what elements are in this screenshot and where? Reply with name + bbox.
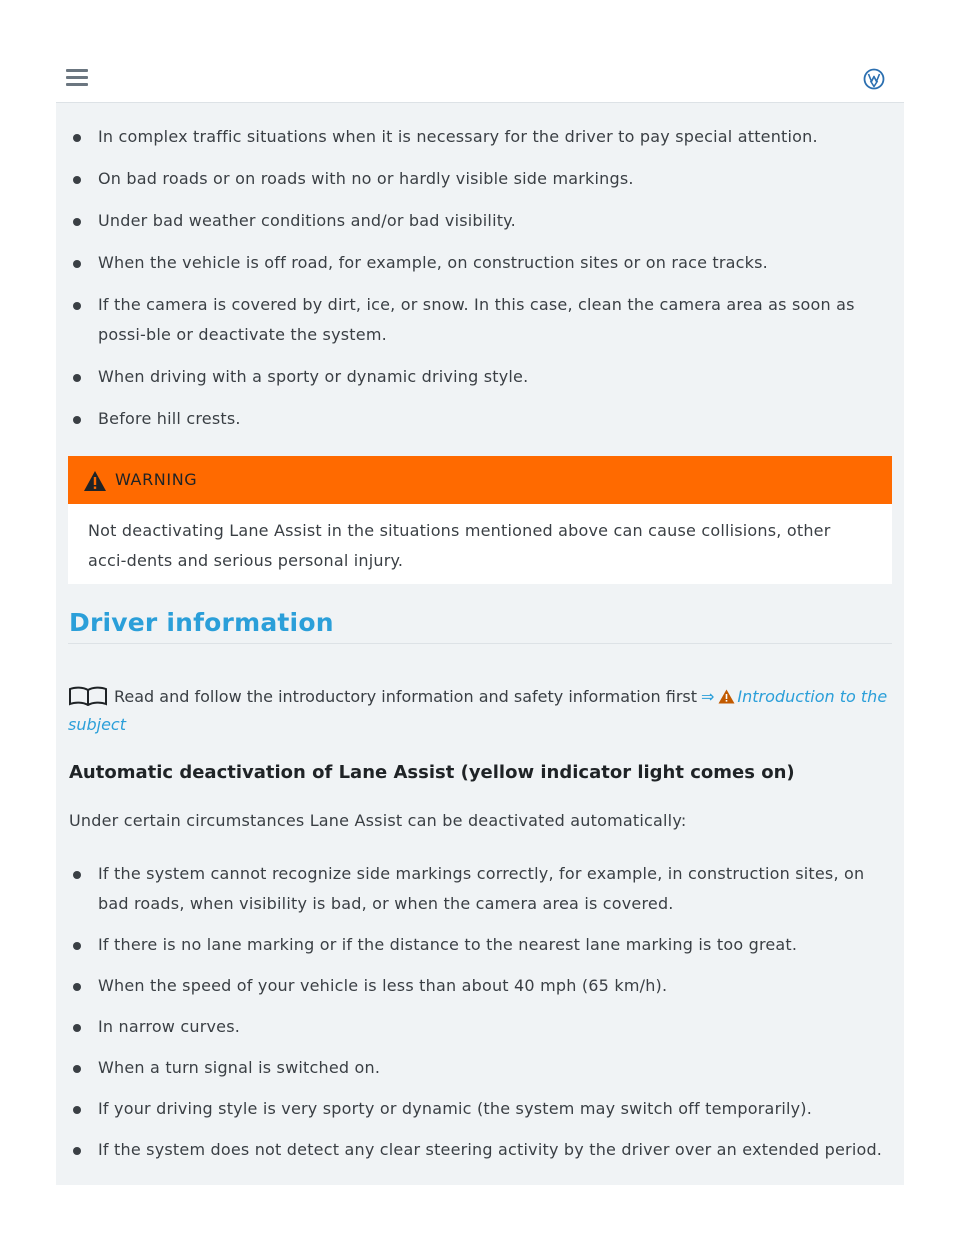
link-arrow: ⇒: [701, 687, 715, 706]
intro-text: Read and follow the introductory information and safety information first: [114, 687, 698, 706]
list-item: If the camera is covered by dirt, ice, or snow. In this case, clean the camera area as soon as possi-ble or deactivate the system.: [56, 290, 886, 350]
list-item: If the system does not detect any clear steering activity by the driver over an extended period.: [56, 1135, 886, 1165]
intro-note: [68, 683, 892, 739]
subheading: Automatic deactivation of Lane Assist (yellow indicator light comes on): [69, 762, 795, 783]
top-bar: [56, 58, 904, 103]
section-title: Driver information: [69, 608, 334, 637]
warning-box: [68, 456, 892, 584]
list-item: Before hill crests.: [56, 404, 886, 434]
section-divider: [68, 643, 892, 644]
warning-title: WARNING: [115, 470, 198, 489]
warning-header: [68, 456, 892, 504]
list-item: When a turn signal is switched on.: [56, 1053, 886, 1083]
open-book-icon: [68, 686, 108, 706]
list-item: On bad roads or on roads with no or hardly visible side markings.: [56, 164, 886, 194]
list-item: Under bad weather conditions and/or bad visibility.: [56, 206, 886, 236]
warning-triangle-icon: [83, 470, 107, 492]
list-item: When driving with a sporty or dynamic driving style.: [56, 362, 886, 392]
list-item: When the vehicle is off road, for example, on construction sites or on race tracks.: [56, 248, 886, 278]
bullet-list-deactivation: [56, 859, 886, 1176]
vw-logo-icon[interactable]: [863, 68, 885, 90]
list-item: In narrow curves.: [56, 1012, 886, 1042]
bullet-list-situations: [56, 122, 886, 446]
list-item: In complex traffic situations when it is necessary for the driver to pay special attention.: [56, 122, 886, 152]
lead-text: Under certain circumstances Lane Assist can be deactivated automatically:: [69, 811, 687, 830]
introduction-link[interactable]: Introduction to the subject: [68, 687, 888, 734]
list-item: If the system cannot recognize side markings correctly, for example, in construction sites, on bad roads, when visibility is bad, or when the camera area is covered.: [56, 859, 886, 919]
list-item: When the speed of your vehicle is less than about 40 mph (65 km/h).: [56, 971, 886, 1001]
warning-text: Not deactivating Lane Assist in the situations mentioned above can cause collisions, other acci-dents and serious personal injury.: [88, 521, 831, 570]
list-item: If there is no lane marking or if the distance to the nearest lane marking is too great.: [56, 930, 886, 960]
list-item: If your driving style is very sporty or dynamic (the system may switch off temporarily).: [56, 1094, 886, 1124]
warning-triangle-small-icon: [718, 689, 735, 704]
content-panel: [56, 103, 904, 1185]
hamburger-menu-icon[interactable]: [66, 69, 88, 87]
